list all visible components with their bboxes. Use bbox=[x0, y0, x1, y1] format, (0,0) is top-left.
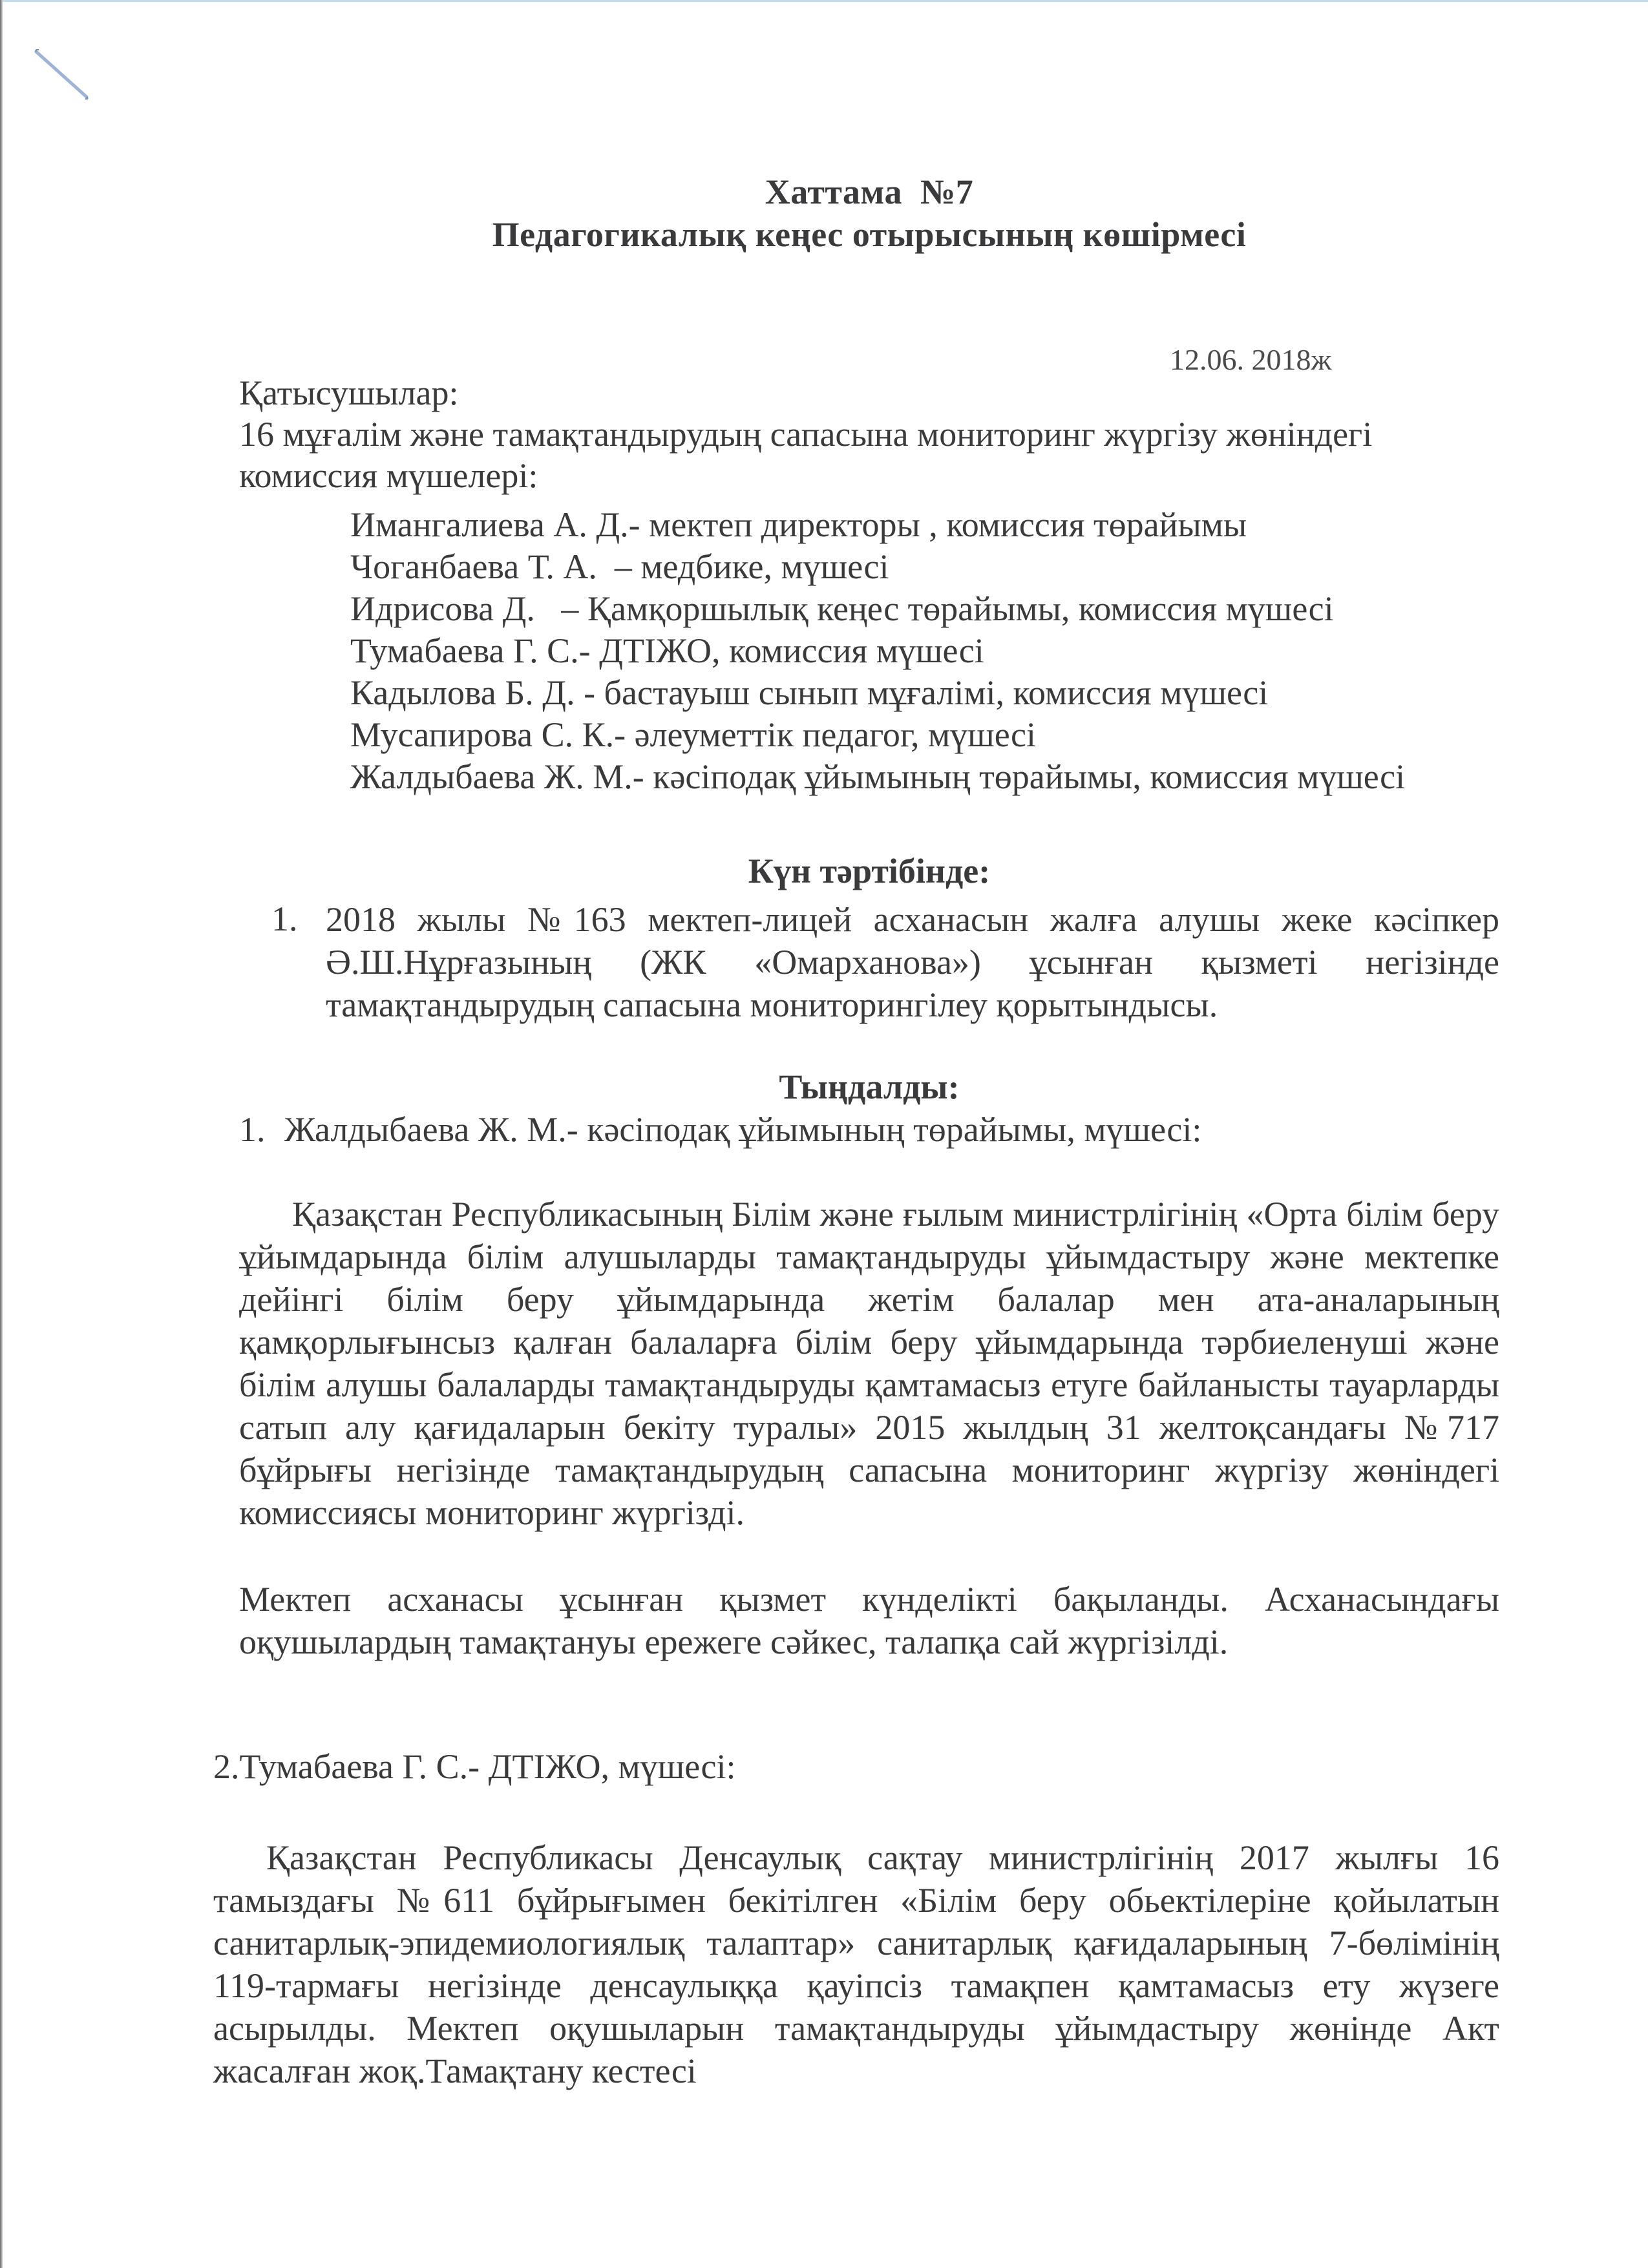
speaker-number: 1. bbox=[239, 1110, 266, 1149]
speaker-1-line bbox=[239, 1109, 1201, 1150]
speaker-name: Жалдыбаева Ж. М.- кәсіподақ ұйымының төрайымы, мүшесі: bbox=[284, 1110, 1202, 1149]
document-date: 12.06. 2018ж bbox=[1170, 343, 1332, 376]
participants-intro: 16 мұғалім және тамақтандырудың сапасына мониторинг жүргізу жөніндегі комиссия мүшелері: bbox=[239, 415, 1373, 495]
member-item: Кадылова Б. Д. - бастауыш сынып мұғалімі, комиссия мүшесі bbox=[350, 673, 1269, 712]
member-item: Имангалиева А. Д.- мектеп директоры , комиссия төрайымы bbox=[350, 505, 1247, 544]
members-list bbox=[350, 504, 1405, 798]
member-item: Жалдыбаева Ж. М.- кәсіподақ ұйымының төрайымы, комиссия мүшесі bbox=[350, 757, 1406, 796]
document-subtitle: Педагогикалық кеңес отырысының көшірмесі bbox=[492, 215, 1247, 254]
document-title: Хаттама №7 bbox=[765, 173, 974, 211]
agenda-item-text: 2018 жылы №163 мектеп-лицей асханасын жалға алушы жеке кәсіпкер Ә.Ш.Нұрғазының (ЖК «Омарханова») ұсынған қызметі негізінде тамақтандырудың сапасына мониторингілеу қорытындысы. bbox=[326, 900, 1499, 1024]
member-item: Чоганбаева Т. А. – медбике, мүшесі bbox=[350, 547, 889, 586]
scan-edge-top bbox=[0, 0, 1648, 2]
pen-mark-icon bbox=[34, 49, 92, 101]
member-item: Тумабаева Г. С.- ДТІЖО, комиссия мүшесі bbox=[350, 631, 984, 670]
agenda-heading: Күн тәртібінде: bbox=[748, 852, 991, 890]
scan-edge-left bbox=[0, 0, 3, 2268]
speaker-1-paragraph: Қазақстан Республикасының Білім және ғылым министрлігінің «Орта білім беру ұйымдарында білім алушыларды тамақтандыруды ұйымдастыру және мектепке дейінгі білім беру ұйымдарында жетім балалар мен ата-аналарының қамқорлығынсыз қалған балаларға білім беру ұйымдарында тәрбиеленуші және білім алушы балаларды тамақтандыруды қамтамасыз етуге байланысты тауарларды сатып алу қағидаларын бекіту туралы» 2015 жылдың 31 желтоқсандағы №717 бұйрығы негізінде тамақтандырудың сапасына мониторинг жүргізу жөніндегі комиссиясы мониторинг жүргізді. bbox=[239, 1195, 1499, 1532]
member-item: Идрисова Д. – Қамқоршылық кеңес төрайымы, комиссия мүшесі bbox=[350, 589, 1334, 628]
document-header bbox=[239, 171, 1499, 256]
speaker-1-conclusion: Мектеп асханасы ұсынған қызмет күнделікті бақыланды. Асханасындағы оқушылардың тамақтануы ережеге сәйкес, талапқа сай жүргізілді. bbox=[239, 1580, 1499, 1661]
speaker-2-paragraph: Қазақстан Республикасы Денсаулық сақтау министрлігінің 2017 жылғы 16 тамыздағы №611 бұйрығымен бекітілген «Білім беру обьектілеріне қойылатын санитарлық-эпидемиологиялық талаптар» санитарлық қағидаларының 7-бөлімінің 119-тармағы негізінде денсаулыққа қауіпсіз тамақпен қамтамасыз ету жүзеге асырылды. Мектеп оқушыларын тамақтандыруды ұйымдастыру жөнінде Акт жасалған жоқ.Тамақтану кестесі bbox=[213, 1838, 1499, 2090]
speaker-2-line bbox=[213, 1746, 736, 1787]
speaker-name: Тумабаева Г. С.- ДТІЖО, мүшесі: bbox=[239, 1747, 736, 1786]
agenda-item-number: 1. bbox=[271, 899, 298, 938]
participants-heading: Қатысушылар: bbox=[239, 373, 459, 412]
heard-heading: Тыңдалды: bbox=[779, 1067, 960, 1106]
speaker-number: 2. bbox=[213, 1747, 240, 1786]
member-item: Мусапирова С. К.- әлеуметтік педагог, мүшесі bbox=[350, 715, 1037, 754]
